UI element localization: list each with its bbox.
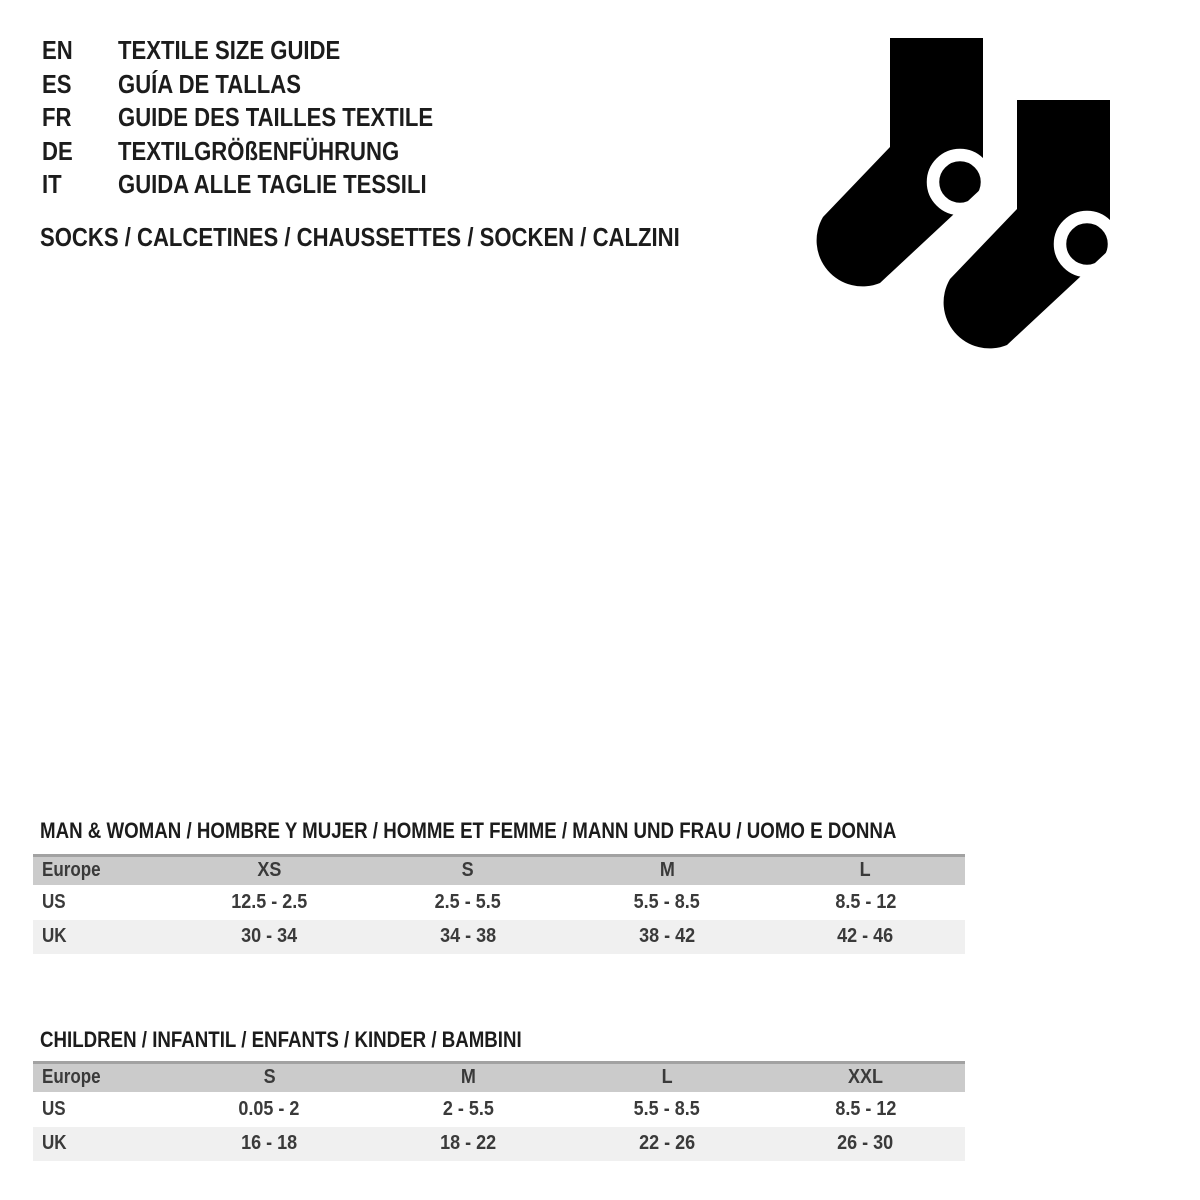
category-heading: SOCKS / CALCETINES / CHAUSSETTES / SOCKEN / CALZINI <box>40 222 680 252</box>
language-code: EN <box>42 35 73 65</box>
guide-title: GUIDA ALLE TAGLIE TESSILI <box>118 169 427 199</box>
size-cell: 5.5 - 8.5 <box>633 1097 700 1120</box>
col-header-size: M <box>659 859 675 882</box>
language-row-es <box>42 68 642 102</box>
size-cell: 2 - 5.5 <box>442 1097 494 1120</box>
size-cell: 12.5 - 2.5 <box>231 890 308 913</box>
language-row-en <box>42 34 642 68</box>
language-title-list <box>42 34 642 202</box>
guide-title: GUÍA DE TALLAS <box>118 68 301 99</box>
col-header-region: Europe <box>42 1066 101 1089</box>
table-row-us <box>33 885 965 920</box>
size-cell: 5.5 - 8.5 <box>633 890 700 913</box>
col-header-size: XS <box>257 859 282 882</box>
language-row-it <box>42 168 642 202</box>
size-cell: 8.5 - 12 <box>835 1097 897 1120</box>
col-header-size: XXL <box>848 1066 884 1089</box>
language-code: ES <box>42 68 72 99</box>
size-cell: 8.5 - 12 <box>835 890 897 913</box>
size-table-children <box>33 1061 965 1161</box>
size-cell: 38 - 42 <box>638 925 695 947</box>
table-row-us <box>33 1092 965 1127</box>
size-cell: 2.5 - 5.5 <box>435 890 502 913</box>
region-label: UK <box>42 1132 67 1154</box>
col-header-size: L <box>860 859 872 882</box>
language-row-de <box>42 135 642 169</box>
guide-title: GUIDE DES TAILLES TEXTILE <box>118 102 434 132</box>
size-cell: 18 - 22 <box>440 1132 497 1154</box>
language-code: IT <box>42 169 62 199</box>
col-header-size: S <box>462 859 475 882</box>
table-title-man-woman: MAN & WOMAN / HOMBRE Y MUJER / HOMME ET FEMME / MANN UND FRAU / UOMO E DONNA <box>40 818 897 843</box>
table-header-row <box>33 856 965 885</box>
size-table-man-woman <box>33 854 965 954</box>
language-code: DE <box>42 135 73 166</box>
size-cell: 34 - 38 <box>440 925 497 947</box>
size-cell: 26 - 30 <box>837 1132 894 1154</box>
sock-left <box>817 38 987 286</box>
language-code: FR <box>42 102 72 132</box>
size-cell: 30 - 34 <box>241 925 298 947</box>
size-cell: 0.05 - 2 <box>238 1097 300 1120</box>
col-header-size: M <box>460 1066 476 1089</box>
size-cell: 42 - 46 <box>837 925 894 947</box>
size-cell: 22 - 26 <box>638 1132 695 1154</box>
col-header-size: S <box>263 1066 276 1089</box>
table-row-uk <box>33 920 965 954</box>
region-label: US <box>42 1097 66 1120</box>
guide-title: TEXTILE SIZE GUIDE <box>118 35 341 65</box>
table-row-uk <box>33 1127 965 1161</box>
region-label: UK <box>42 925 67 947</box>
table-header-row <box>33 1063 965 1092</box>
guide-title: TEXTILGRÖßENFÜHRUNG <box>118 135 400 166</box>
table-title-children: CHILDREN / INFANTIL / ENFANTS / KINDER / BAMBINI <box>40 1027 522 1052</box>
col-header-size: L <box>661 1066 673 1089</box>
socks-icon <box>815 30 1145 360</box>
col-header-region: Europe <box>42 859 101 882</box>
size-cell: 16 - 18 <box>241 1132 298 1154</box>
socks-icon-svg <box>815 30 1145 360</box>
language-row-fr <box>42 101 642 135</box>
region-label: US <box>42 890 66 913</box>
